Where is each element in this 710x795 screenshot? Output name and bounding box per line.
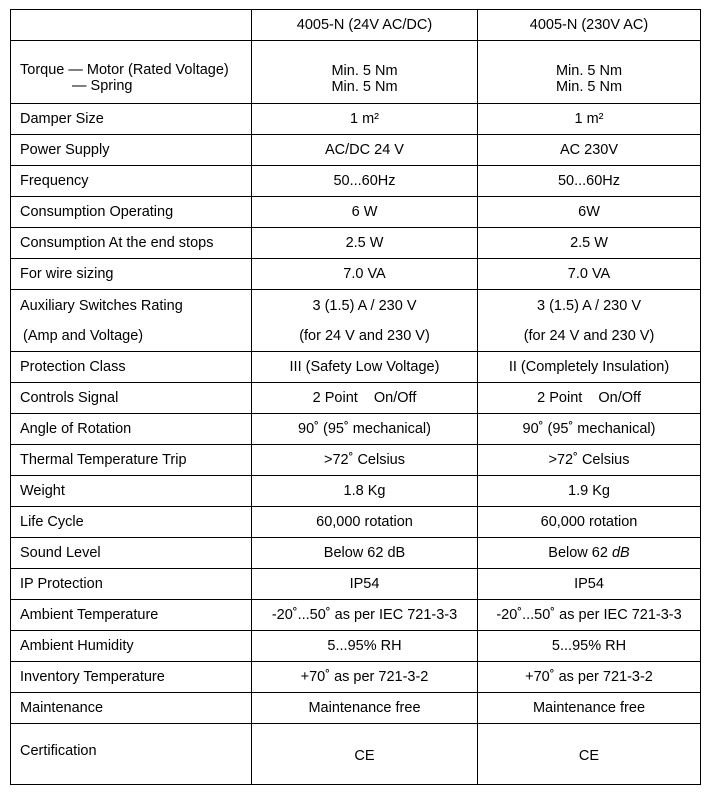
row-label: Protection Class xyxy=(11,352,252,383)
row-value-230v: Maintenance free xyxy=(478,693,701,724)
row-value-24v: 50...60Hz xyxy=(252,166,478,197)
aux-switch-row xyxy=(11,290,701,352)
row-label: Frequency xyxy=(11,166,252,197)
table-row xyxy=(11,352,701,383)
aux-label xyxy=(11,290,252,352)
row-value-24v: III (Safety Low Voltage) xyxy=(252,352,478,383)
row-value-24v: 1.8 Kg xyxy=(252,476,478,507)
sound-level-row xyxy=(11,538,701,569)
torque-label xyxy=(11,41,252,104)
row-value-230v: II (Completely Insulation) xyxy=(478,352,701,383)
row-value-230v: 90˚ (95˚ mechanical) xyxy=(478,414,701,445)
row-value-24v: 2 Point On/Off xyxy=(252,383,478,414)
row-label: Consumption At the end stops xyxy=(11,228,252,259)
table-row xyxy=(11,445,701,476)
row-label: Consumption Operating xyxy=(11,197,252,228)
row-value-230v xyxy=(478,538,701,569)
row-value-24v: 5...95% RH xyxy=(252,631,478,662)
row-value-24v: 1 m² xyxy=(252,104,478,135)
table-row xyxy=(11,135,701,166)
row-value-230v: >72˚ Celsius xyxy=(478,445,701,476)
table-row xyxy=(11,414,701,445)
row-value-24v: Below 62 dB xyxy=(252,538,478,569)
row-value-230v: 5...95% RH xyxy=(478,631,701,662)
row-label: IP Protection xyxy=(11,569,252,600)
row-value-24v: -20˚...50˚ as per IEC 721-3-3 xyxy=(252,600,478,631)
row-value-230v: +70˚ as per 721-3-2 xyxy=(478,662,701,693)
table-row xyxy=(11,507,701,538)
row-value-230v: 1 m² xyxy=(478,104,701,135)
torque-row xyxy=(11,41,701,104)
certification-row xyxy=(11,724,701,785)
spec-table xyxy=(10,9,701,785)
header-row xyxy=(11,10,701,41)
row-value-24v: IP54 xyxy=(252,569,478,600)
table-row xyxy=(11,383,701,414)
aux-value-230v xyxy=(478,290,701,352)
row-label: For wire sizing xyxy=(11,259,252,290)
row-value-24v: Maintenance free xyxy=(252,693,478,724)
table-row xyxy=(11,104,701,135)
aux-rating-230v: 3 (1.5) A / 230 V xyxy=(537,297,641,314)
row-value-230v: CE xyxy=(478,724,701,785)
table-row xyxy=(11,662,701,693)
row-value-24v: 7.0 VA xyxy=(252,259,478,290)
sound-value-prefix: Below 62 xyxy=(548,545,612,561)
row-label: Ambient Humidity xyxy=(11,631,252,662)
torque-label-motor: Torque — Motor (Rated Voltage) xyxy=(20,62,229,78)
table-row xyxy=(11,166,701,197)
row-value-230v: 1.9 Kg xyxy=(478,476,701,507)
aux-rating-24v: 3 (1.5) A / 230 V xyxy=(312,297,417,314)
torque-value-230v xyxy=(478,41,701,104)
header-cell-230v: 4005-N (230V AC) xyxy=(478,10,701,41)
aux-label-amp: (Amp and Voltage) xyxy=(23,327,144,344)
torque-value-24v xyxy=(252,41,478,104)
header-cell-empty xyxy=(11,10,252,41)
torque-motor-230v: Min. 5 Nm xyxy=(555,63,623,79)
row-value-24v: CE xyxy=(252,724,478,785)
table-row xyxy=(11,476,701,507)
row-label: Damper Size xyxy=(11,104,252,135)
torque-motor-24v: Min. 5 Nm xyxy=(331,63,398,79)
aux-note-230v: (for 24 V and 230 V) xyxy=(523,327,655,344)
header-cell-24v: 4005-N (24V AC/DC) xyxy=(252,10,478,41)
row-label: Ambient Temperature xyxy=(11,600,252,631)
aux-value-24v xyxy=(252,290,478,352)
row-value-230v: 50...60Hz xyxy=(478,166,701,197)
table-row xyxy=(11,259,701,290)
aux-note-24v: (for 24 V and 230 V) xyxy=(299,327,430,344)
row-value-24v: 2.5 W xyxy=(252,228,478,259)
sound-unit: dB xyxy=(611,545,630,561)
table-row xyxy=(11,631,701,662)
row-value-24v: 90˚ (95˚ mechanical) xyxy=(252,414,478,445)
row-value-24v: AC/DC 24 V xyxy=(252,135,478,166)
row-label: Inventory Temperature xyxy=(11,662,252,693)
row-label: Maintenance xyxy=(11,693,252,724)
row-label: Controls Signal xyxy=(11,383,252,414)
row-value-230v: 2.5 W xyxy=(478,228,701,259)
row-value-230v: 2 Point On/Off xyxy=(478,383,701,414)
row-value-230v: 60,000 rotation xyxy=(478,507,701,538)
row-value-24v: 60,000 rotation xyxy=(252,507,478,538)
torque-spring-230v: Min. 5 Nm xyxy=(555,79,623,95)
row-label: Power Supply xyxy=(11,135,252,166)
table-row xyxy=(11,197,701,228)
row-value-24v: +70˚ as per 721-3-2 xyxy=(252,662,478,693)
row-value-230v: -20˚...50˚ as per IEC 721-3-3 xyxy=(478,600,701,631)
row-value-230v: 6W xyxy=(478,197,701,228)
row-label: Angle of Rotation xyxy=(11,414,252,445)
row-value-230v: AC 230V xyxy=(478,135,701,166)
row-value-24v: >72˚ Celsius xyxy=(252,445,478,476)
table-row xyxy=(11,693,701,724)
row-label: Life Cycle xyxy=(11,507,252,538)
row-value-230v: 7.0 VA xyxy=(478,259,701,290)
torque-spring-24v: Min. 5 Nm xyxy=(331,79,398,95)
row-label: Thermal Temperature Trip xyxy=(11,445,252,476)
row-label: Weight xyxy=(11,476,252,507)
aux-label-rating: Auxiliary Switches Rating xyxy=(20,297,183,314)
table-row xyxy=(11,569,701,600)
row-value-230v: IP54 xyxy=(478,569,701,600)
row-label: Sound Level xyxy=(11,538,252,569)
table-row xyxy=(11,228,701,259)
row-value-24v: 6 W xyxy=(252,197,478,228)
table-row xyxy=(11,600,701,631)
row-label: Certification xyxy=(11,724,252,785)
torque-label-spring: — Spring xyxy=(72,78,133,94)
